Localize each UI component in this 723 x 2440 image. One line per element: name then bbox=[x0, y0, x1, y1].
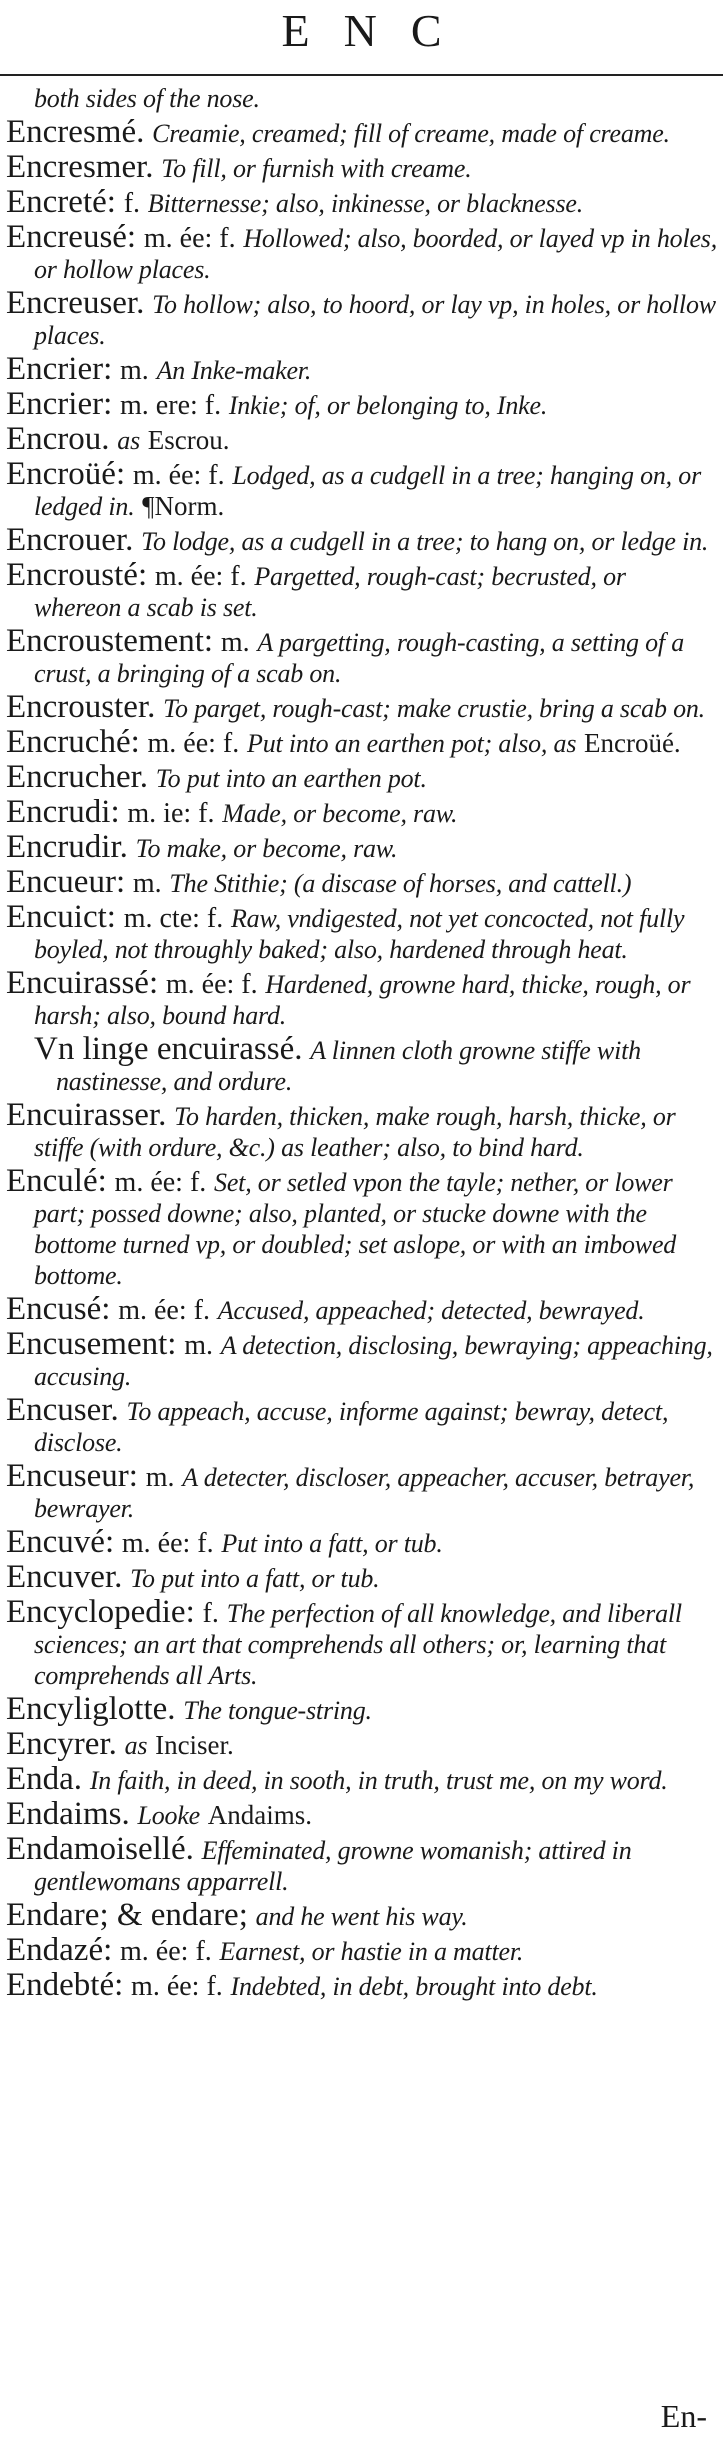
headword: Encrouster. bbox=[6, 689, 156, 725]
headword: Encuseur: bbox=[6, 1458, 138, 1494]
headword: Encrou. bbox=[6, 421, 110, 457]
headword: Encroüé: bbox=[6, 456, 126, 492]
dictionary-entry bbox=[6, 864, 718, 900]
headword: Encrouer. bbox=[6, 522, 134, 558]
definition: Put into an earthen pot; also, as bbox=[247, 729, 577, 758]
dictionary-entry bbox=[6, 1291, 718, 1327]
dictionary-entry bbox=[6, 1796, 718, 1832]
headword: Endazé: bbox=[6, 1932, 113, 1968]
headword: Endebté: bbox=[6, 1967, 124, 2003]
definition: and he went his way. bbox=[255, 1902, 468, 1931]
dictionary-entry bbox=[6, 1031, 718, 1096]
headword: Encresmer. bbox=[6, 149, 154, 185]
definition: To harden, thicken, make rough, harsh, thicke, or stiffe (with ordure, &c.) as leather; also, to bind hard. bbox=[34, 1102, 676, 1162]
grammar-label: m. ée: f. bbox=[131, 1971, 223, 2002]
definition: A pargetting, rough-casting, a setting of a crust, a bringing of a scab on. bbox=[34, 628, 685, 688]
grammar-label: m. cte: f. bbox=[123, 903, 224, 934]
headword: Encrousté: bbox=[6, 557, 148, 593]
definition: The tongue-string. bbox=[183, 1696, 372, 1725]
grammar-label: m. ée: f. bbox=[165, 969, 258, 1000]
dictionary-entry bbox=[6, 794, 718, 830]
grammar-label: f. bbox=[202, 1598, 219, 1629]
headword: Encusement: bbox=[6, 1326, 177, 1362]
definition: To fill, or furnish with creame. bbox=[161, 154, 472, 183]
dictionary-entry bbox=[6, 351, 718, 387]
cross-reference: Escrou. bbox=[147, 425, 230, 455]
dictionary-entry bbox=[6, 1726, 718, 1762]
headword: Encuvé: bbox=[6, 1524, 115, 1560]
dictionary-entry bbox=[6, 421, 718, 457]
definition: To lodge, as a cudgell in a tree; to hang on, or ledge in. bbox=[141, 527, 709, 556]
grammar-label: m. ée: f. bbox=[143, 223, 236, 254]
cross-reference: Inciser. bbox=[155, 1730, 234, 1760]
dictionary-entry bbox=[6, 1163, 718, 1290]
dictionary-entry bbox=[6, 1932, 718, 1968]
headword: Endamoisellé. bbox=[6, 1831, 194, 1867]
definition: Looke bbox=[137, 1801, 201, 1830]
dictionary-entry bbox=[6, 1524, 718, 1560]
grammar-label: m. bbox=[145, 1462, 175, 1493]
dictionary-entry bbox=[6, 1691, 718, 1727]
definition: Put into a fatt, or tub. bbox=[221, 1529, 443, 1558]
grammar-label: m. ie: f. bbox=[127, 798, 215, 829]
catchword: En- bbox=[660, 2398, 707, 2434]
dictionary-entry bbox=[6, 557, 718, 622]
dictionary-entry bbox=[6, 623, 718, 688]
definition: An Inke-maker. bbox=[156, 356, 312, 385]
definition: The perfection of all knowledge, and liberall sciences; an art that comprehends all others; or, learning that comprehends all Arts. bbox=[34, 1599, 682, 1690]
definition: Hollowed; also, boorded, or layed vp in holes, or hollow places. bbox=[34, 224, 718, 284]
headword: Encresmé. bbox=[6, 114, 145, 150]
definition: Indebted, in debt, brought into debt. bbox=[230, 1972, 598, 2001]
definition: To appeach, accuse, informe against; bewray, detect, disclose. bbox=[34, 1397, 669, 1457]
dictionary-entry bbox=[6, 965, 718, 1030]
dictionary-entry bbox=[6, 724, 718, 760]
headword: Encuirasser. bbox=[6, 1097, 167, 1133]
headword: Endaims. bbox=[6, 1796, 130, 1832]
definition: To put into an earthen pot. bbox=[155, 764, 427, 793]
definition: A detection, disclosing, bewraying; appeaching, accusing. bbox=[34, 1331, 713, 1391]
dictionary-entry bbox=[6, 114, 718, 150]
definition: To parget, rough-cast; make crustie, bring a scab on. bbox=[163, 694, 705, 723]
dictionary-entry bbox=[6, 522, 718, 558]
definition: In faith, in deed, in sooth, in truth, trust me, on my word. bbox=[89, 1766, 668, 1795]
definition: as bbox=[124, 1731, 148, 1760]
definition: A linnen cloth growne stiffe with nastinesse, and ordure. bbox=[56, 1036, 641, 1096]
cross-reference: Encroüé. bbox=[583, 728, 681, 758]
definition: To hollow; also, to hoord, or lay vp, in holes, or hollow places. bbox=[34, 290, 716, 350]
definition: Lodged, as a cudgell in a tree; hanging on, or ledged in. bbox=[34, 461, 701, 521]
grammar-label: m. ée: f. bbox=[154, 561, 247, 592]
headword: Enculé: bbox=[6, 1163, 107, 1199]
headword: Encroustement: bbox=[6, 623, 214, 659]
definition: Effeminated, growne womanish; attired in gentlewomans apparrell. bbox=[34, 1836, 632, 1896]
dictionary-entry bbox=[6, 149, 718, 185]
grammar-label: m. ere: f. bbox=[120, 390, 222, 421]
dictionary-entry bbox=[6, 285, 718, 350]
definition: Made, or become, raw. bbox=[222, 799, 458, 828]
definition: as bbox=[117, 426, 141, 455]
dictionary-entry bbox=[6, 456, 718, 521]
cross-reference: ¶Norm. bbox=[142, 491, 225, 521]
dictionary-entry bbox=[6, 1326, 718, 1391]
headword: Encreuser. bbox=[6, 285, 145, 321]
definition: A detecter, discloser, appeacher, accuser, betrayer, bewrayer. bbox=[34, 1463, 695, 1523]
headword: Encrudir. bbox=[6, 829, 128, 865]
dictionary-entry bbox=[6, 1458, 718, 1523]
dictionary-entry bbox=[6, 829, 718, 865]
headword: Encyrer. bbox=[6, 1726, 117, 1762]
headword: Encrier: bbox=[6, 386, 113, 422]
headword: Encreusé: bbox=[6, 219, 137, 255]
dictionary-entry bbox=[6, 1594, 718, 1690]
dictionary-entry bbox=[6, 1761, 718, 1797]
definition: Creamie, creamed; fill of creame, made of creame. bbox=[152, 119, 670, 148]
headword: Encyclopedie: bbox=[6, 1594, 195, 1630]
dictionary-entry bbox=[6, 759, 718, 795]
page-header: ENC bbox=[281, 5, 476, 56]
definition: Pargetted, rough-cast; becrusted, or whereon a scab is set. bbox=[34, 562, 626, 622]
headword: Encuver. bbox=[6, 1559, 123, 1595]
dictionary-entry bbox=[6, 899, 718, 964]
headword: Encusé: bbox=[6, 1291, 111, 1327]
grammar-label: m. ée: f. bbox=[132, 460, 225, 491]
headword: Encuict: bbox=[6, 899, 116, 935]
headword: Vn linge encuirassé. bbox=[34, 1031, 303, 1067]
entries-list bbox=[6, 82, 718, 2005]
headword: Encruché: bbox=[6, 724, 140, 760]
definition: To put into a fatt, or tub. bbox=[130, 1564, 380, 1593]
definition: both sides of the nose. bbox=[34, 84, 260, 113]
dictionary-entry bbox=[6, 219, 718, 284]
dictionary-entry bbox=[6, 1967, 718, 2003]
dictionary-entry bbox=[6, 1392, 718, 1457]
dictionary-entry bbox=[6, 689, 718, 725]
headword: Encuirassé: bbox=[6, 965, 159, 1001]
dictionary-entry bbox=[6, 1097, 718, 1162]
headword: Encreté: bbox=[6, 184, 116, 220]
definition: The Stithie; (a discase of horses, and cattell.) bbox=[169, 869, 632, 898]
grammar-label: m. bbox=[184, 1330, 213, 1361]
definition: Bitternesse; also, inkinesse, or blacknesse. bbox=[147, 189, 584, 218]
headword: Encyliglotte. bbox=[6, 1691, 176, 1727]
headword: Enda. bbox=[6, 1761, 83, 1797]
grammar-label: m. ée: f. bbox=[118, 1295, 210, 1326]
headword: Endare; & endare; bbox=[6, 1897, 248, 1933]
headword: Encuser. bbox=[6, 1392, 119, 1428]
grammar-label: m. ée: f. bbox=[147, 728, 240, 759]
header-rule bbox=[0, 74, 723, 76]
definition: Accused, appeached; detected, bewrayed. bbox=[217, 1296, 645, 1325]
dictionary-entry bbox=[6, 82, 718, 113]
definition: Hardened, growne hard, thicke, rough, or harsh; also, bound hard. bbox=[34, 970, 691, 1030]
grammar-label: m. bbox=[132, 868, 162, 899]
dictionary-entry bbox=[6, 386, 718, 422]
grammar-label: m. bbox=[220, 627, 250, 658]
definition: Raw, vndigested, not yet concocted, not fully boyled, not throughly baked; also, hardened through heat. bbox=[34, 904, 685, 964]
definition: To make, or become, raw. bbox=[135, 834, 398, 863]
definition: Inkie; of, or belonging to, Inke. bbox=[228, 391, 548, 420]
grammar-label: m. ée: f. bbox=[114, 1167, 207, 1198]
headword: Encrier: bbox=[6, 351, 113, 387]
grammar-label: m. bbox=[120, 355, 149, 386]
dictionary-entry bbox=[6, 1559, 718, 1595]
dictionary-entry bbox=[6, 184, 718, 220]
headword: Encrucher. bbox=[6, 759, 149, 795]
dictionary-entry bbox=[6, 1897, 718, 1933]
headword: Encueur: bbox=[6, 864, 126, 900]
definition: Earnest, or hastie in a matter. bbox=[219, 1937, 524, 1966]
dictionary-entry bbox=[6, 1831, 718, 1896]
grammar-label: m. ée: f. bbox=[121, 1528, 214, 1559]
grammar-label: f. bbox=[123, 188, 141, 219]
cross-reference: Andaims. bbox=[207, 1800, 313, 1830]
definition: Set, or setled vpon the tayle; nether, or lower part; possed downe; also, planted, or stucke downe with the bottome turned vp, or doubled; set aslope, or with an imbowed bottome. bbox=[34, 1168, 677, 1290]
headword: Encrudi: bbox=[6, 794, 120, 830]
grammar-label: m. ée: f. bbox=[120, 1936, 212, 1967]
